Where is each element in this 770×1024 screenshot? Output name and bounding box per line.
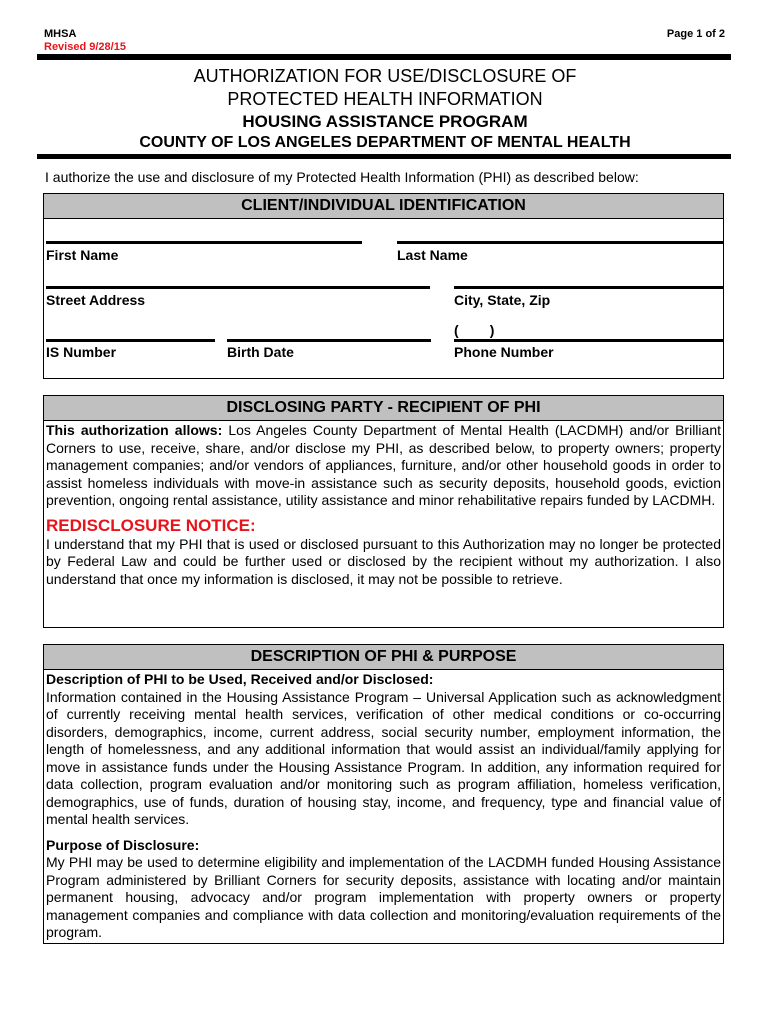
title-line-2: PROTECTED HEALTH INFORMATION bbox=[227, 89, 543, 109]
last-name-line[interactable] bbox=[397, 241, 723, 244]
title-rule bbox=[37, 154, 731, 159]
description-of-phi-section bbox=[43, 644, 724, 944]
street-address-label: Street Address bbox=[46, 292, 146, 308]
authorization-allows-text: Los Angeles County Department of Mental Health (LACDMH) and/or Brilliant Corners to use, receive, share, and/or disclose my PHI, as described below, to property owners; property management companies; and/or vendors of appliances, furniture, and/or other household goods in order to assist homeless individuals with move-in assistance such as security deposits, household goods, eviction prevention, ongoing rental assistance, utility assistance and minor rehabilitative repairs funded by LACDMH. bbox=[46, 422, 721, 508]
last-name-label: Last Name bbox=[397, 247, 468, 263]
street-address-line[interactable] bbox=[46, 286, 430, 289]
city-state-zip-line[interactable] bbox=[454, 286, 723, 289]
phi-description-text: Information contained in the Housing Assistance Program – Universal Application such as acknowledgment of currently receiving mental health services, verification of other medical conditions or co-occurring disorders, demographics, income, current address, social security number, employment information, the length of homelessness, and any additional information that would assist an individual/family applying for move in assistance funds under the Housing Assistance Program. In addition, any information required for data collection, program evaluation and/or monitoring such as program affiliation, homeless verification, demographics, use of funds, duration of housing stay, income, and frequency, type and financial value of mental health services. bbox=[46, 688, 721, 827]
top-rule bbox=[37, 54, 731, 60]
disclosing-section-heading: DISCLOSING PARTY - RECIPIENT OF PHI bbox=[44, 396, 723, 421]
first-name-label: First Name bbox=[46, 247, 119, 263]
authorization-paragraph bbox=[44, 422, 723, 510]
program-title: HOUSING ASSISTANCE PROGRAM bbox=[242, 112, 528, 131]
intro-text: I authorize the use and disclosure of my Protected Health Information (PHI) as described below: bbox=[45, 169, 639, 185]
title-line-1: AUTHORIZATION FOR USE/DISCLOSURE OF bbox=[193, 66, 577, 86]
authorization-allows-label: This authorization allows: bbox=[46, 422, 223, 438]
page-number: Page 1 of 2 bbox=[666, 28, 725, 40]
description-section-heading: DESCRIPTION OF PHI & PURPOSE bbox=[44, 645, 723, 670]
form-code: MHSA bbox=[44, 28, 77, 40]
revised-date: Revised 9/28/15 bbox=[44, 41, 126, 53]
birth-date-line[interactable] bbox=[227, 339, 431, 342]
city-state-zip-label: City, State, Zip bbox=[454, 292, 551, 308]
redisclosure-notice-text: I understand that my PHI that is used or disclosed pursuant to this Authorization may no longer be protected by Federal Law and could be further used or disclosed by the recipient without my authorization. I also understand that once my information is disclosed, it may not be possible to retrieve. bbox=[46, 535, 721, 587]
phone-number-line[interactable] bbox=[454, 339, 723, 342]
purpose-of-disclosure-text: My PHI may be used to determine eligibility and implementation of the LACDMH funded Housing Assistance Program administered by Brilliant Corners for security deposits, assistance with locating and/or maintain permanent housing, advocacy and/or program implementation with property owners or property management companies and compliance with data collection and monitoring/evaluation requirements of the program. bbox=[46, 854, 721, 940]
client-identification-section bbox=[43, 193, 724, 379]
is-number-line[interactable] bbox=[46, 339, 215, 342]
is-number-label: IS Number bbox=[46, 344, 117, 360]
disclosing-party-section bbox=[43, 395, 724, 628]
department-title: COUNTY OF LOS ANGELES DEPARTMENT OF MENTAL HEALTH bbox=[139, 134, 631, 151]
phone-number-label: Phone Number bbox=[454, 344, 554, 360]
phi-description-label: Description of PHI to be Used, Received and/or Disclosed: bbox=[46, 671, 434, 687]
redisclosure-notice-title: REDISCLOSURE NOTICE: bbox=[46, 515, 256, 535]
first-name-line[interactable] bbox=[46, 241, 362, 244]
purpose-of-disclosure-label: Purpose of Disclosure: bbox=[46, 836, 200, 853]
client-section-heading: CLIENT/INDIVIDUAL IDENTIFICATION bbox=[44, 194, 723, 219]
phone-area-code-parens: ( ) bbox=[454, 322, 495, 338]
birth-date-label: Birth Date bbox=[227, 344, 294, 360]
